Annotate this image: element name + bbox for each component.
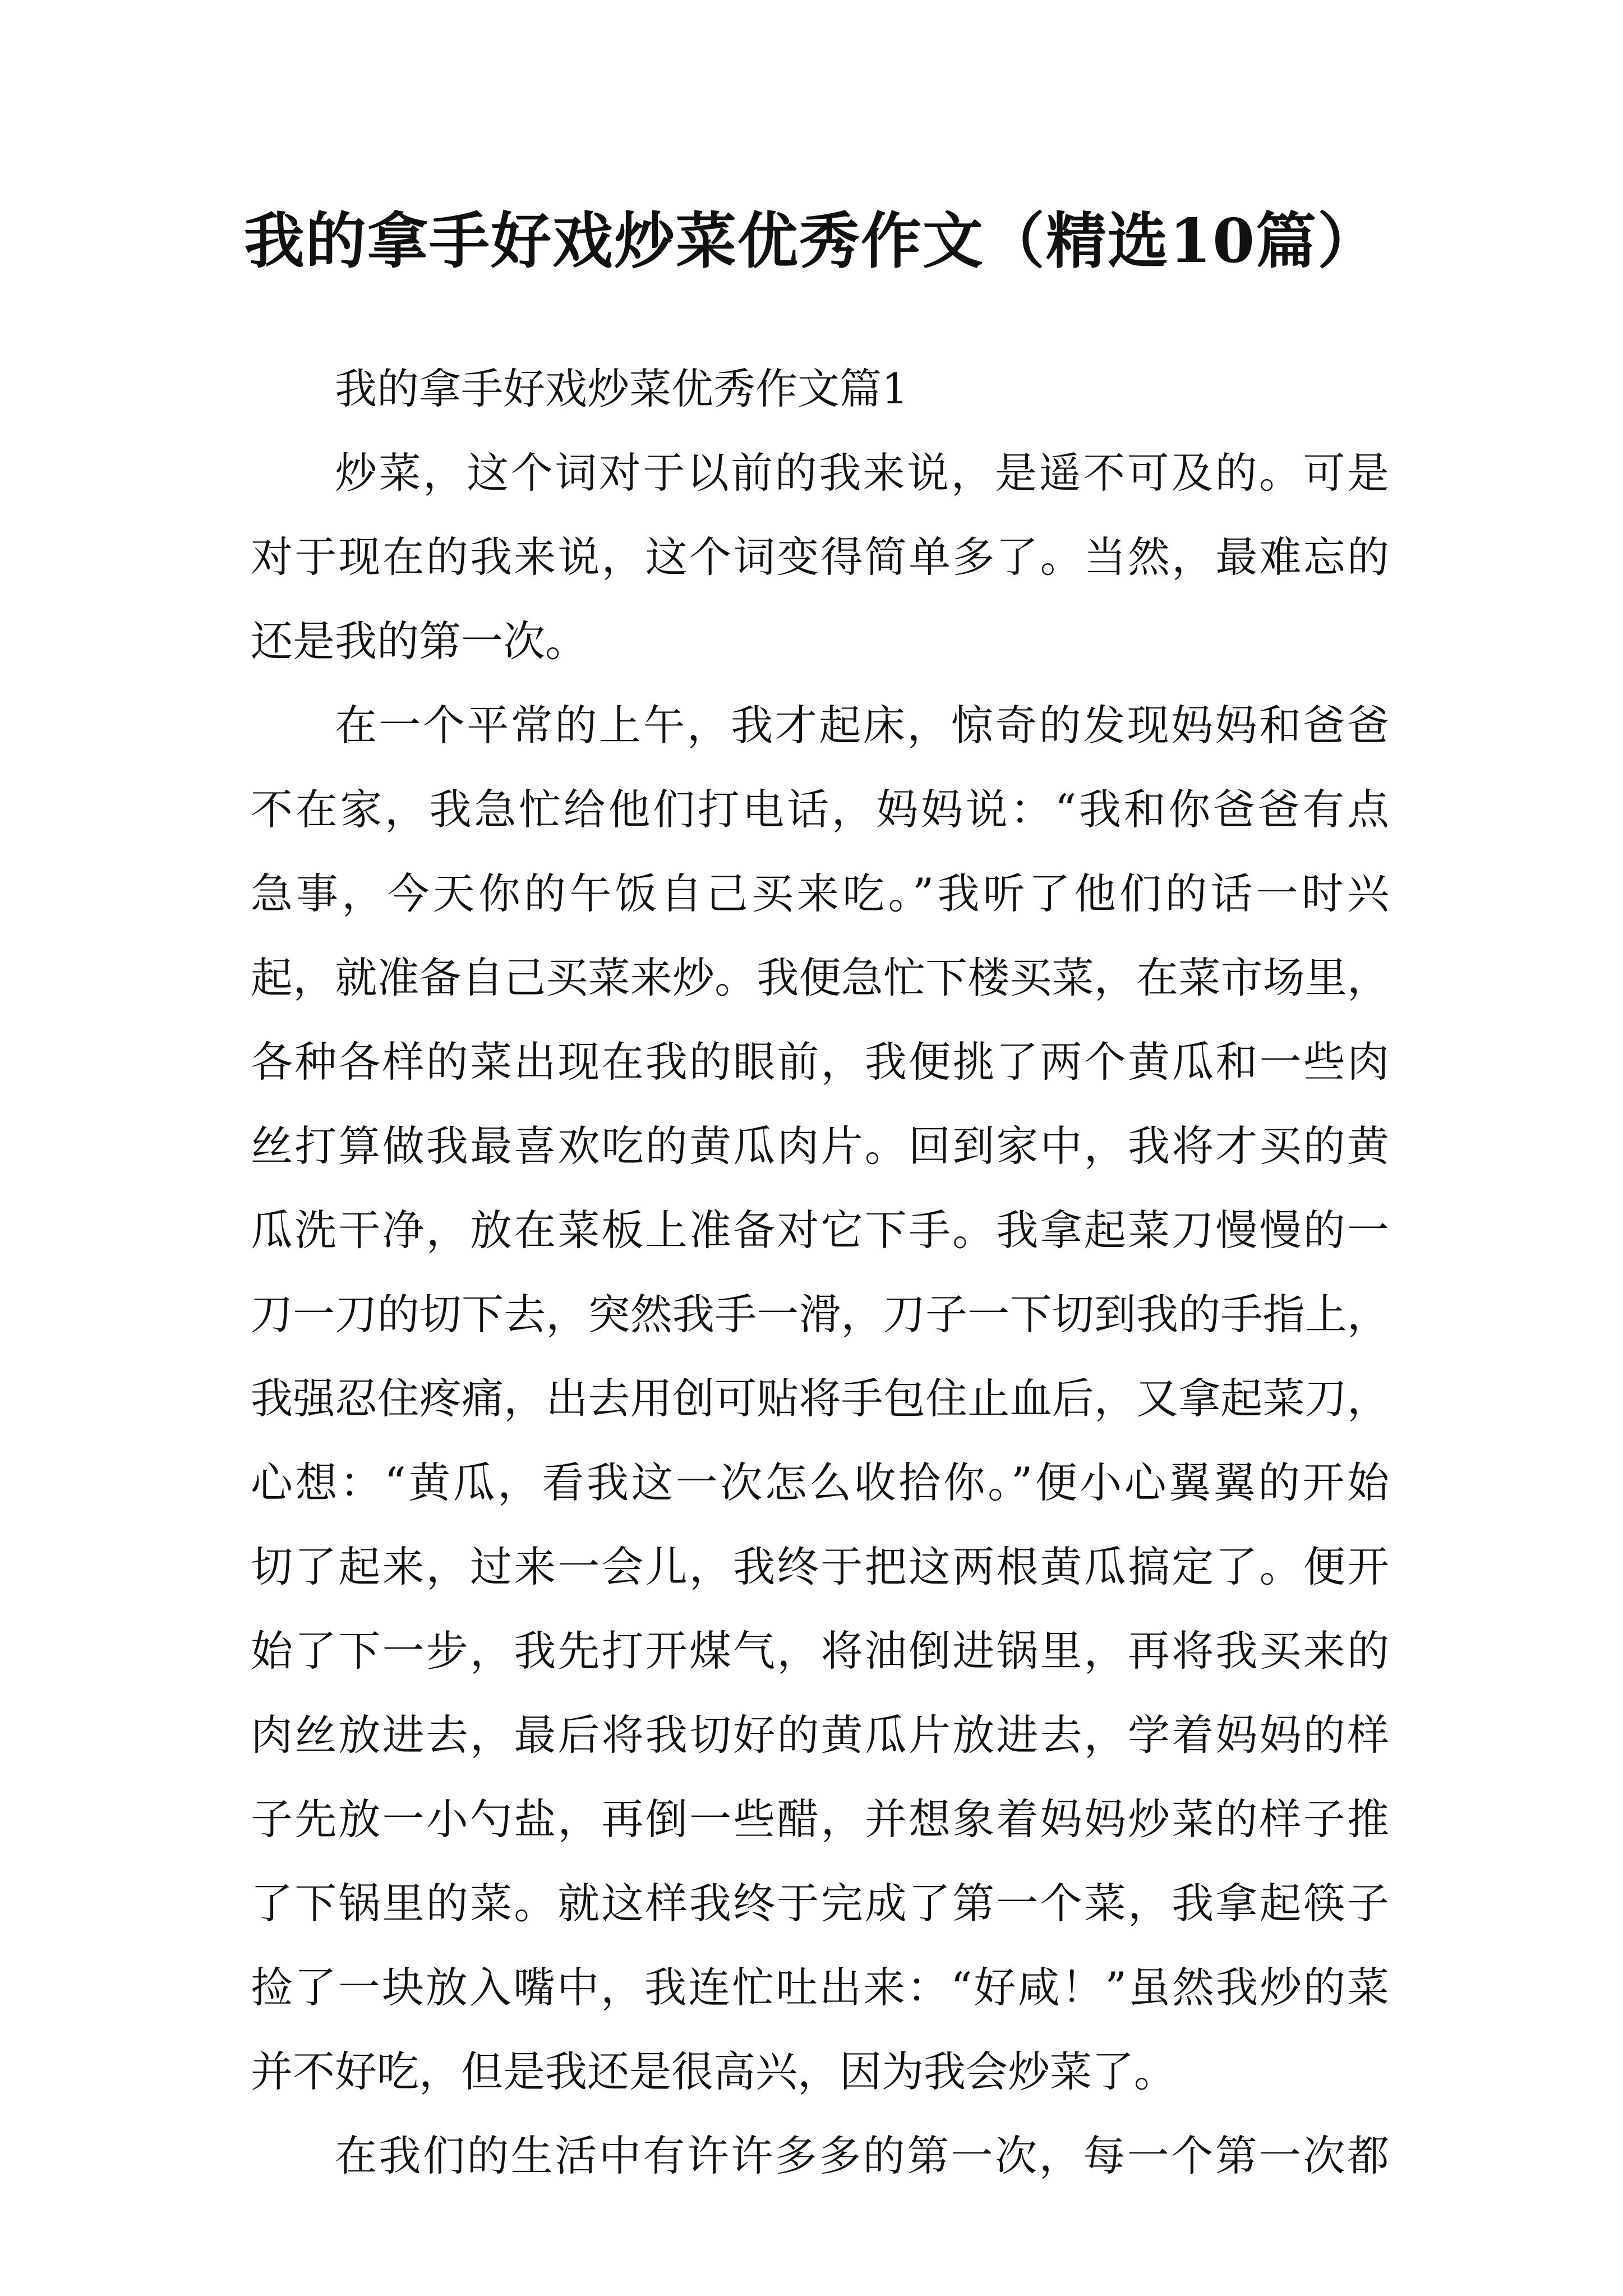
paragraph-line: 始了下一步，我先打开煤气，将油倒进锅里，再将我买来的 (251, 1626, 1389, 1676)
paragraph-line: 对于现在的我来说，这个词变得简单多了。当然，最难忘的 (251, 532, 1389, 582)
paragraph-line: 不在家，我急忙给他们打电话，妈妈说：“我和你爸爸有点 (251, 785, 1389, 834)
document-title: 我的拿手好戏炒菜优秀作文（精选10篇） (243, 206, 1380, 277)
paragraph-line: 在一个平常的上午，我才起床，惊奇的发现妈妈和爸爸 (335, 701, 1389, 750)
paragraph-line: 起，就准备自己买菜来炒。我便急忙下楼买菜，在菜市场里， (251, 953, 1389, 1002)
paragraph-1 (251, 431, 1389, 683)
paragraph-line: 切了起来，过来一会儿，我终于把这两根黄瓜搞定了。便开 (251, 1542, 1389, 1591)
paragraph-line: 了下锅里的菜。就这样我终于完成了第一个菜，我拿起筷子 (251, 1879, 1389, 1928)
paragraph-line: 炒菜，这个词对于以前的我来说，是遥不可及的。可是 (335, 448, 1389, 498)
paragraph-line: 各种各样的菜出现在我的眼前，我便挑了两个黄瓜和一些肉 (251, 1037, 1389, 1087)
paragraph-line: 瓜洗干净，放在菜板上准备对它下手。我拿起菜刀慢慢的一 (251, 1205, 1389, 1255)
paragraph-line: 在我们的生活中有许许多多的第一次，每一个第一次都 (335, 2131, 1389, 2180)
paragraph-2 (251, 683, 1389, 2114)
paragraph-line: 子先放一小勺盐，再倒一些醋，并想象着妈妈炒菜的样子推 (251, 1795, 1389, 1844)
paragraph-line: 丝打算做我最喜欢吃的黄瓜肉片。回到家中，我将才买的黄 (251, 1121, 1389, 1171)
paragraph-line: 肉丝放进去，最后将我切好的黄瓜片放进去，学着妈妈的样 (251, 1710, 1389, 1760)
paragraph-line: 并不好吃，但是我还是很高兴，因为我会炒菜了。 (251, 2047, 1177, 2096)
paragraph-line: 刀一刀的切下去，突然我手一滑，刀子一下切到我的手指上， (251, 1290, 1389, 1339)
paragraph-line: 捡了一块放入嘴中，我连忙吐出来：“好咸！”虽然我炒的菜 (251, 1963, 1389, 2012)
section-heading: 我的拿手好戏炒菜优秀作文篇1 (335, 364, 909, 413)
paragraph-line: 心想：“黄瓜，看我这一次怎么收拾你。”便小心翼翼的开始 (251, 1458, 1389, 1507)
paragraph-line: 还是我的第一次。 (251, 616, 588, 666)
paragraph-line: 我强忍住疼痛，出去用创可贴将手包住止血后，又拿起菜刀， (251, 1374, 1389, 1423)
paragraph-line: 急事，今天你的午饭自己买来吃。”我听了他们的话一时兴 (251, 869, 1389, 918)
paragraph-3 (251, 2114, 1389, 2198)
document-body (251, 347, 1389, 2198)
